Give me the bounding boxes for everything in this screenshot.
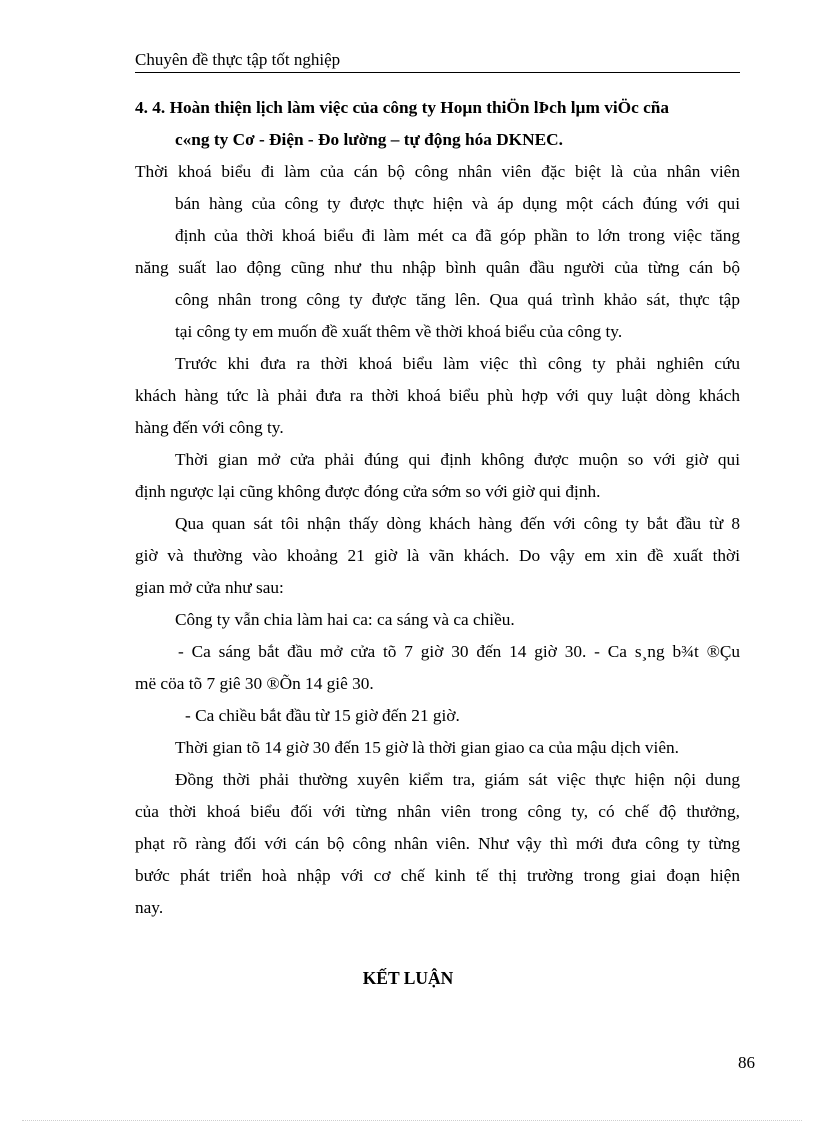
- text-line: định của thời khoá biểu đi làm mét ca đã góp phần to lớn trong việc tăng: [175, 226, 740, 245]
- text-line: năng suất lao động cũng như thu nhập bình quân đầu người của từng cán bộ: [135, 258, 740, 277]
- text-line: Đồng thời phải thường xuyên kiểm tra, giám sát việc thực hiện nội dung: [175, 770, 740, 789]
- page-number: 86: [738, 1053, 755, 1072]
- text-line: tại công ty em muốn đề xuất thêm về thời khoá biểu của công ty.: [175, 322, 623, 341]
- text-line: Thời khoá biểu đi làm của cán bộ công nhân viên đặc biệt là của nhân viên: [135, 162, 740, 181]
- text-line: gian mở cửa như sau:: [135, 578, 284, 597]
- text-line: Công ty vẫn chia làm hai ca: ca sáng và ca chiều.: [175, 610, 515, 629]
- text-line: më cöa tõ 7 giê 30 ®Õn 14 giê 30.: [135, 674, 374, 693]
- text-line: - Ca chiều bắt đầu từ 15 giờ đến 21 giờ.: [185, 706, 460, 725]
- text-line: công nhân trong công ty được tăng lên. Qua quá trình khảo sát, thực tập: [175, 290, 740, 309]
- text-line: định ngược lại cũng không được đóng cửa sớm so với giờ qui định.: [135, 482, 601, 501]
- text-line: giờ và thường vào khoảng 21 giờ là vãn khách. Do vậy em xin đề xuất thời: [135, 546, 740, 565]
- page-bottom-divider: [22, 1120, 802, 1121]
- document-body: [135, 92, 740, 924]
- header-title: Chuyên đề thực tập tốt nghiệp: [135, 50, 341, 69]
- text-line: khách hàng tức là phải đưa ra thời khoá biểu phù hợp với quy luật dòng khách: [135, 386, 740, 405]
- text-line: của thời khoá biểu đối với từng nhân viên trong công ty, có chế độ thưởng,: [135, 802, 740, 821]
- text-line: nay.: [135, 898, 164, 917]
- text-line: bán hàng của công ty được thực hiện và áp dụng một cách đúng với qui: [175, 194, 740, 213]
- text-line: phạt rõ ràng đối với cán bộ công nhân viên. Như vậy thì mới đưa công ty từng: [135, 834, 740, 853]
- text-line: Thời gian mở cửa phải đúng qui định không được muộn so với giờ qui: [175, 450, 740, 469]
- text-line: - Ca sáng bắt đầu mở cửa tõ 7 giờ 30 đến 14 giờ 30. - Ca s¸ng b¾t ®Çu: [178, 642, 740, 661]
- text-line: Trước khi đưa ra thời khoá biểu làm việc thì công ty phải nghiên cứu: [175, 354, 740, 373]
- conclusion-heading: KẾT LUẬN: [362, 968, 454, 988]
- section-heading-continued: c«ng ty Cơ - Điện - Đo lường – tự động hóa DKNEC.: [175, 130, 563, 149]
- text-line: Thời gian tõ 14 giờ 30 đến 15 giờ là thời gian giao ca của mậu dịch viên.: [175, 738, 679, 757]
- text-line: Qua quan sát tôi nhận thấy dòng khách hàng đến với công ty bắt đầu từ 8: [175, 514, 740, 533]
- page-header: [135, 50, 740, 73]
- text-line: hàng đến với công ty.: [135, 418, 284, 437]
- section-heading: 4. 4. Hoàn thiện lịch làm việc của công ty Hoµn thiÖn lÞch lµm viÖc cña: [135, 98, 670, 117]
- text-line: bước phát triển hoà nhập với cơ chế kinh tế thị trường trong giai đoạn hiện: [135, 866, 740, 885]
